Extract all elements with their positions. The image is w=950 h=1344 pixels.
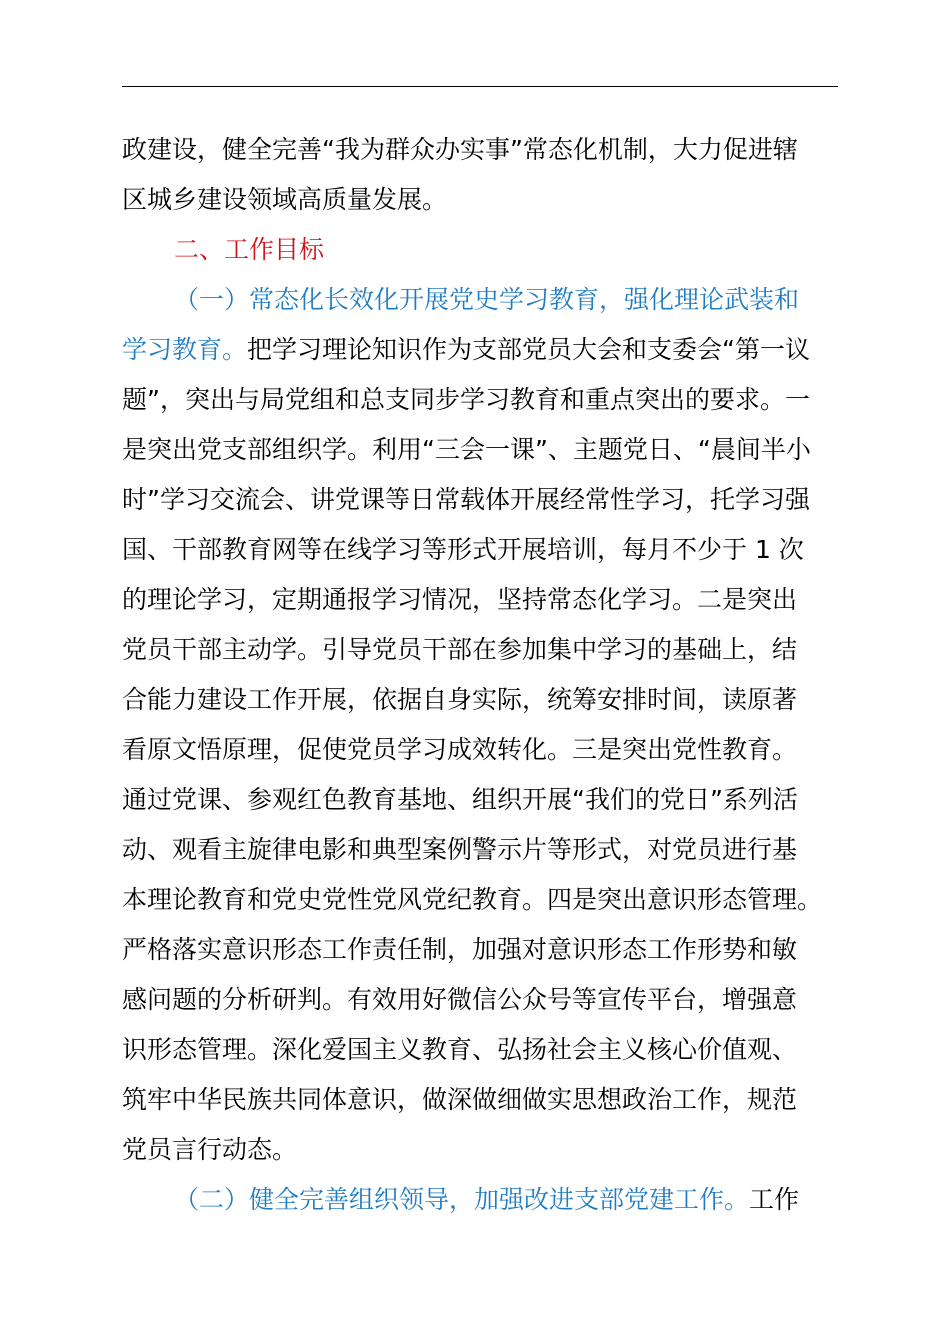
text-line [122,1075,842,1125]
text-line [122,975,842,1025]
body-text: 筑牢中华民族共同体意识，做深做细做实思想政治工作，规范 [122,1085,798,1114]
body-text: 国、干部教育网等在线学习等形式开展培训，每月不少于 1 次 [122,535,804,564]
document-body [122,125,842,1225]
text-line [122,925,842,975]
body-text: 通过党课、参观红色教育基地、组织开展“我们的党日”系列活 [122,785,798,814]
text-line [122,675,842,725]
body-text: 动、观看主旋律电影和典型案例警示片等形式，对党员进行基 [122,835,798,864]
subsection-heading: （一）常态化长效化开展党史学习教育，强化理论武装和 [174,285,800,314]
body-text: 感问题的分析研判。有效用好微信公众号等宣传平台，增强意 [122,985,798,1014]
text-line [122,225,842,275]
text-line [122,775,842,825]
text-line [122,425,842,475]
text-line [122,575,842,625]
body-text: 把学习理论知识作为支部党员大会和支委会“第一议 [247,335,810,364]
body-text: 题”，突出与局党组和总支同步学习教育和重点突出的要求。一 [122,385,810,414]
body-text: 本理论教育和党史党性党风党纪教育。四是突出意识形态管理。 [122,885,823,914]
body-text: 严格落实意识形态工作责任制，加强对意识形态工作形势和敏 [122,935,798,964]
body-text: 看原文悟原理，促使党员学习成效转化。三是突出党性教育。 [122,735,798,764]
header-divider [122,86,838,87]
section-heading: 二、工作目标 [174,235,325,264]
body-text: 的理论学习，定期通报学习情况，坚持常态化学习。二是突出 [122,585,798,614]
text-line [122,1175,842,1225]
body-text: 识形态管理。深化爱国主义教育、弘扬社会主义核心价值观、 [122,1035,798,1064]
text-line [122,325,842,375]
text-line [122,175,842,225]
text-line [122,125,842,175]
body-text: 时”学习交流会、讲党课等日常载体开展经常性学习，托学习强 [122,485,810,514]
body-text: 政建设，健全完善“我为群众办实事”常态化机制，大力促进辖 [122,135,798,164]
text-line [122,525,842,575]
body-text: 党员言行动态。 [122,1135,298,1164]
text-line [122,725,842,775]
text-line [122,825,842,875]
text-line [122,1025,842,1075]
text-line [122,475,842,525]
text-line [122,1125,842,1175]
body-text: 合能力建设工作开展，依据自身实际，统筹安排时间，读原著 [122,685,798,714]
body-text: 党员干部主动学。引导党员干部在参加集中学习的基础上，结 [122,635,798,664]
text-line [122,625,842,675]
body-text: 区城乡建设领域高质量发展。 [122,185,448,214]
body-text: 是突出党支部组织学。利用“三会一课”、主题党日、“晨间半小 [122,435,811,464]
text-line [122,875,842,925]
body-text: 工作 [749,1185,800,1214]
text-line [122,275,842,325]
text-line [122,375,842,425]
subsection-heading: （二）健全完善组织领导，加强改进支部党建工作。 [174,1185,750,1214]
subsection-heading: 学习教育。 [122,335,248,364]
